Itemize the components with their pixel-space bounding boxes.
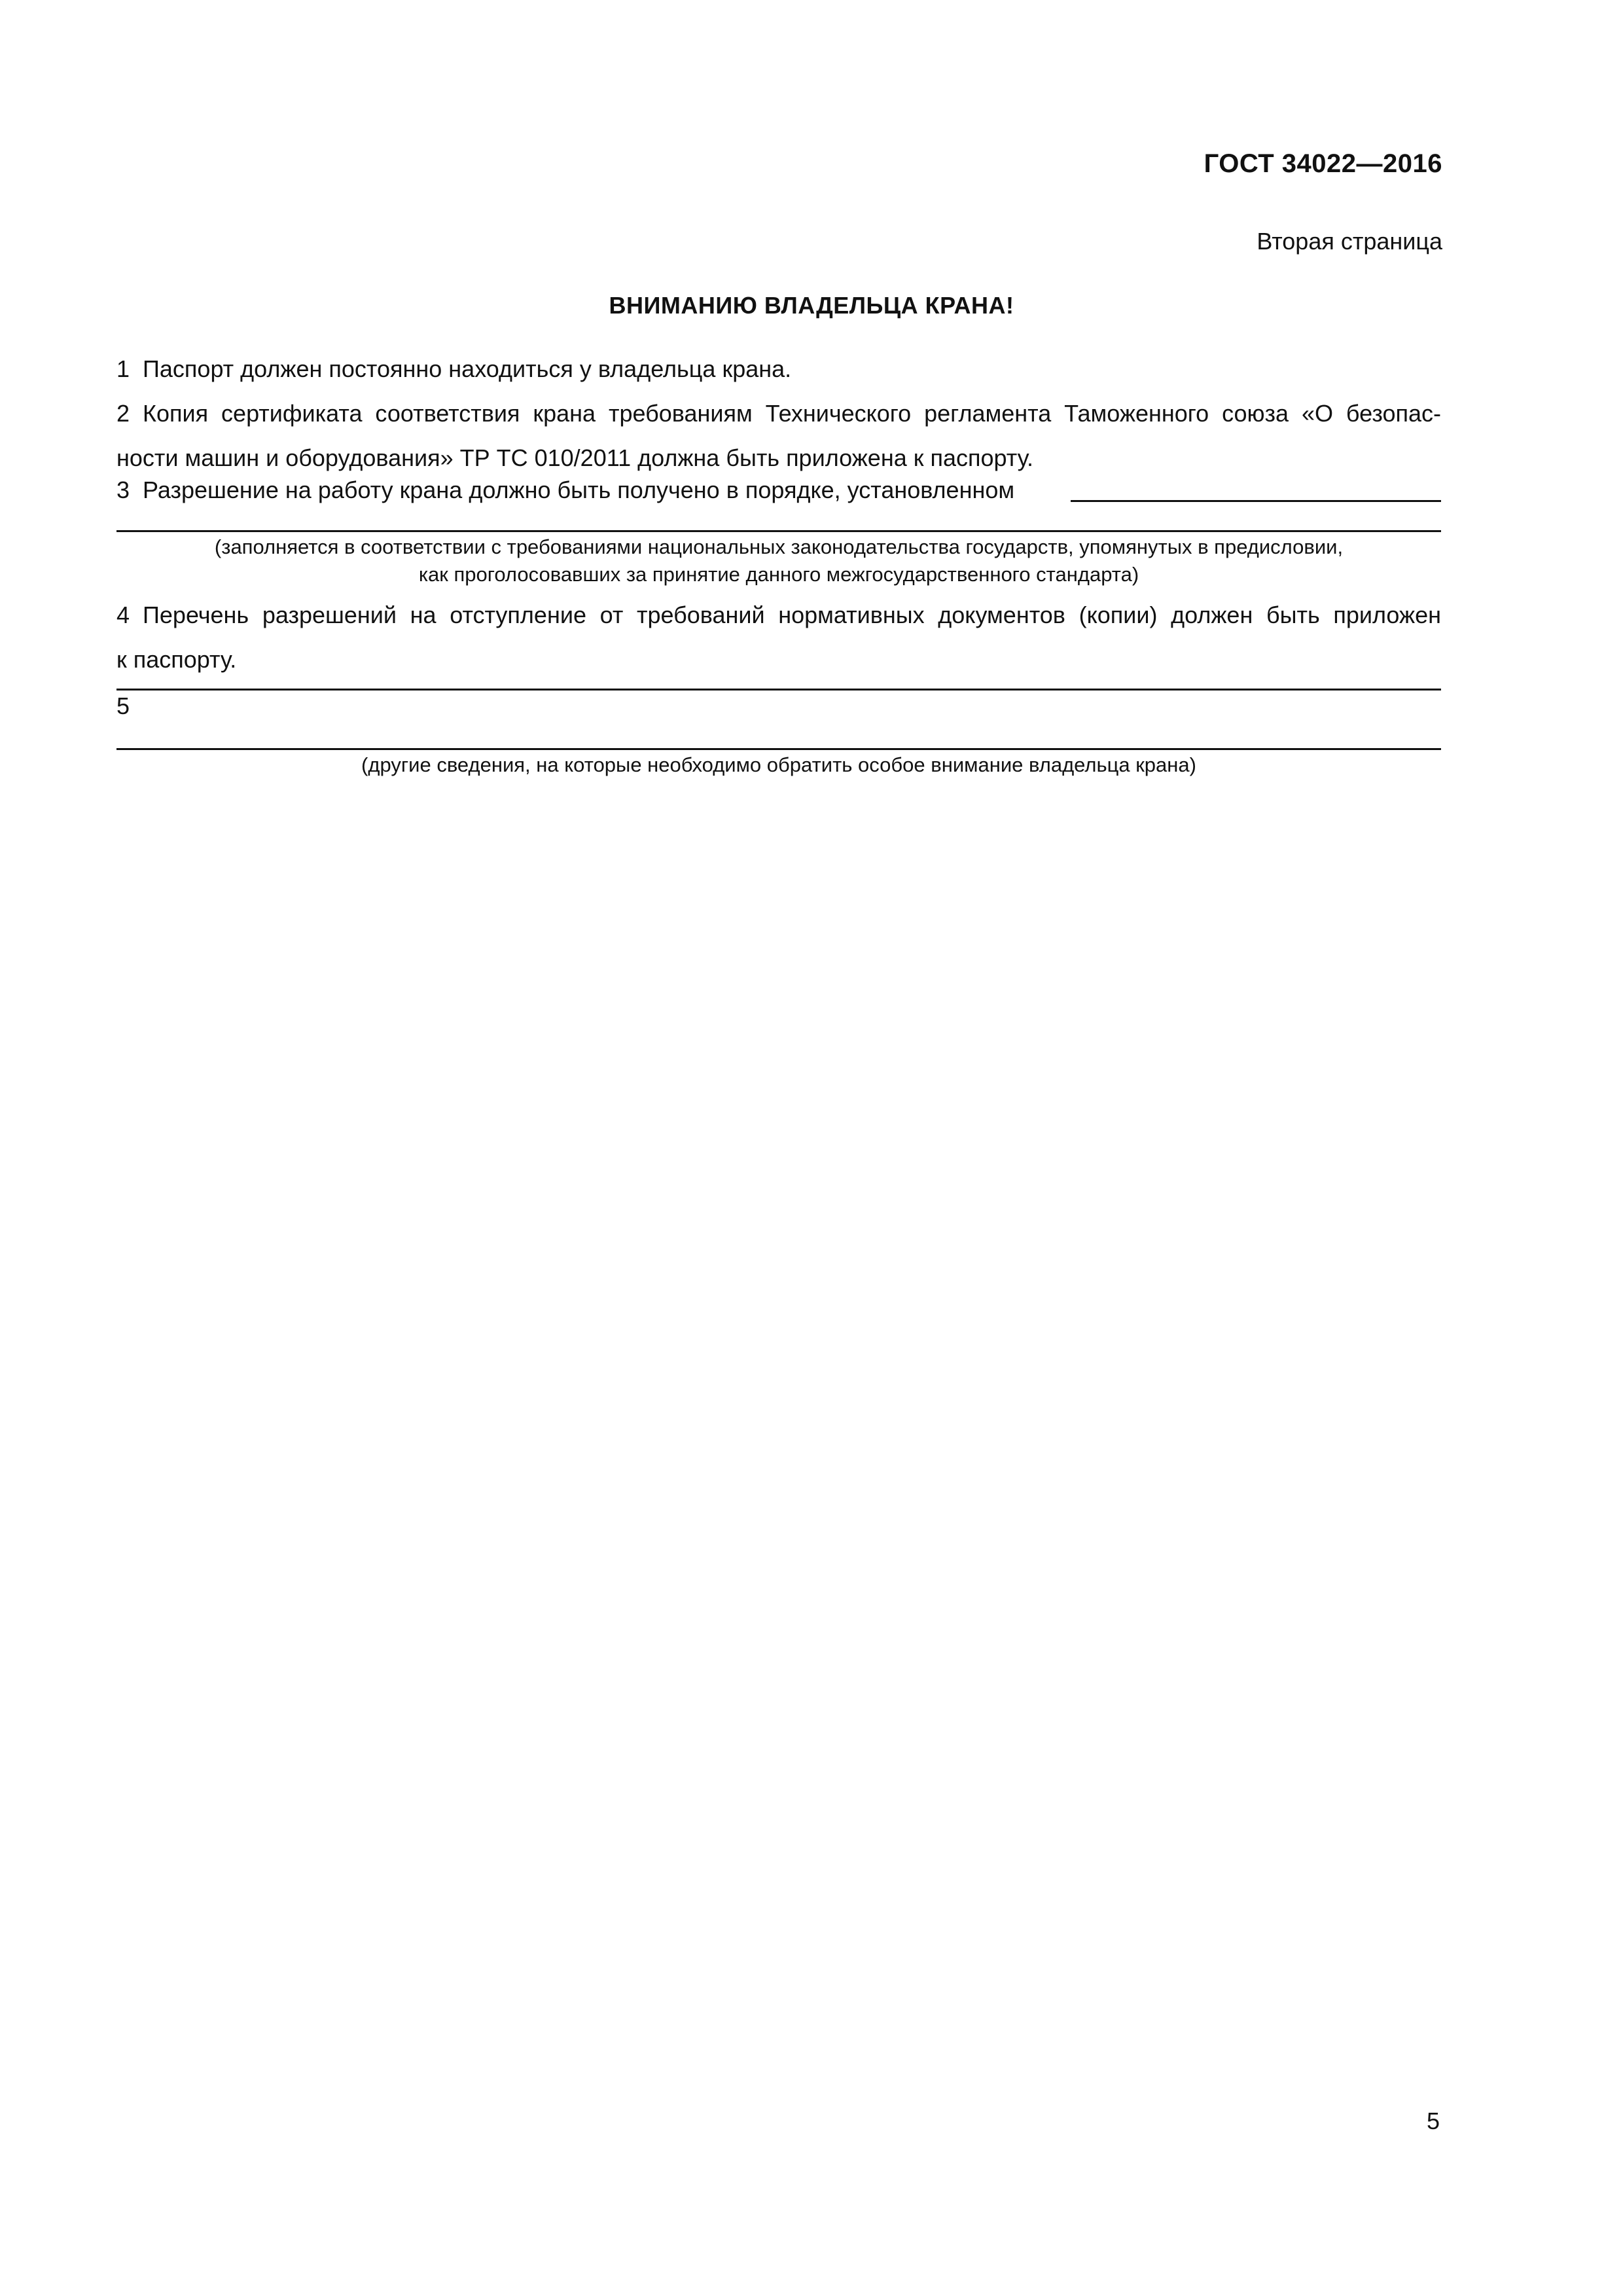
item-text: Перечень разрешений на отступление от требований нормативных документов (копии) должен быть приложен [143, 601, 1441, 628]
item-2-line-2: ности машин и оборудования» ТР ТС 010/2011 должна быть приложена к паспорту. [116, 444, 1034, 471]
item-1 [116, 347, 1441, 391]
note-line: как проголосовавших за принятие данного межгосударственного стандарта) [418, 563, 1139, 586]
fill-in-line[interactable] [116, 530, 1441, 532]
item-4-line-2: к паспорту. [116, 646, 237, 673]
fill-in-line[interactable] [116, 689, 1441, 691]
item-3 [116, 468, 1441, 512]
item-1-line-1 [116, 347, 1441, 391]
item-number: 3 [116, 476, 130, 503]
note-line: (заполняется в соответствии с требованиями национальных законодательства государств, упомянутых в предисловии, [214, 535, 1344, 558]
item-4 [116, 593, 1441, 682]
page-number: 5 [1426, 2108, 1440, 2134]
page-label: Вторая страница [1257, 228, 1442, 255]
fill-in-line[interactable] [1071, 500, 1441, 502]
item-2-line-1 [116, 391, 1441, 436]
fill-in-line[interactable] [116, 748, 1441, 750]
standard-code: ГОСТ 34022—2016 [1204, 149, 1442, 178]
item-2 [116, 391, 1441, 480]
item-number: 4 [116, 601, 130, 628]
item-text: Паспорт должен постоянно находиться у владельца крана. [143, 355, 792, 382]
item-5-number: 5 [116, 692, 130, 719]
item-3-note [116, 533, 1441, 588]
item-number: 2 [116, 400, 130, 427]
item-4-line-1 [116, 593, 1441, 637]
item-text: Разрешение на работу крана должно быть получено в порядке, установленном [143, 476, 1015, 503]
item-number: 1 [116, 355, 130, 382]
item-text: Копия сертификата соответствия крана требованиям Технического регламента Таможенного союза «О безопас- [143, 400, 1441, 427]
section-heading: ВНИМАНИЮ ВЛАДЕЛЬЦА КРАНА! [609, 292, 1014, 319]
item-5-note [116, 751, 1441, 779]
item-3-line-1 [116, 468, 1441, 512]
note-line: (другие сведения, на которые необходимо обратить особое внимание владельца крана) [361, 753, 1196, 776]
